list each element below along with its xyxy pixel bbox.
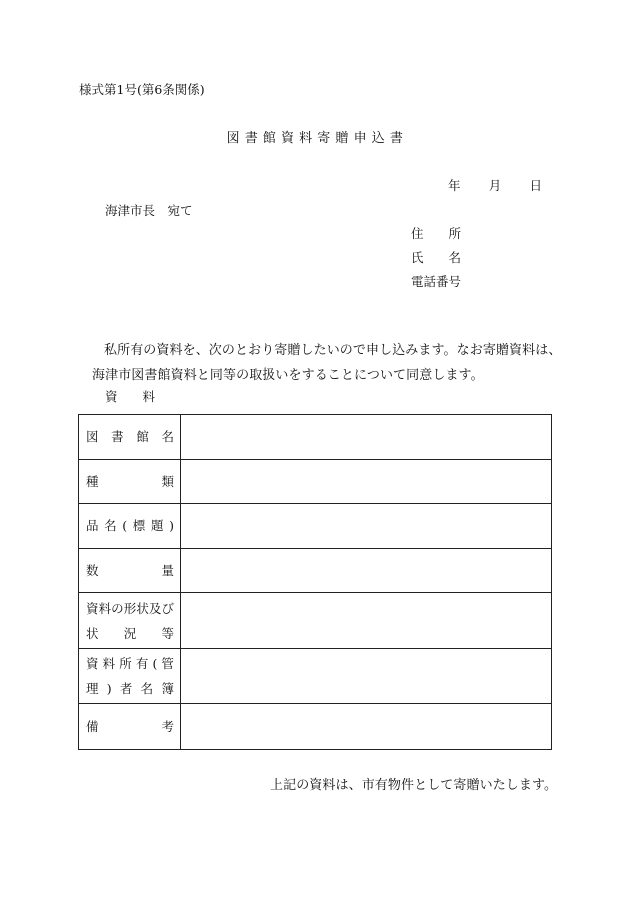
label-line (86, 469, 174, 495)
label-char: 料 (142, 389, 155, 404)
row-value-condition[interactable] (181, 593, 552, 649)
label-char: 住 (411, 226, 424, 241)
label-char: 状 (86, 625, 99, 641)
label-char: 種 (86, 473, 99, 489)
label-line (86, 596, 174, 621)
label-char: 名 (161, 429, 174, 444)
label-char: 量 (161, 562, 174, 578)
label-line (86, 424, 174, 450)
label-char: ( (122, 518, 128, 533)
table-row (79, 504, 552, 549)
date-line (448, 178, 542, 195)
applicant-address-row (411, 226, 461, 250)
label-char: 資 (86, 656, 99, 671)
label-char: ) (169, 518, 174, 533)
label-char: の (111, 600, 124, 616)
label-char: 者 (119, 681, 133, 696)
label-char: 類 (161, 473, 174, 489)
row-label-quantity (79, 549, 181, 593)
table-row (79, 460, 552, 504)
form-number: 様式第1号(第6条関係) (79, 82, 205, 97)
row-label-library-name (79, 415, 181, 460)
body-text-line-2: 海津市図書館資料と同等の取扱いをすることについて同意します。 (92, 368, 484, 383)
label-line (86, 714, 174, 740)
label-char: 料 (102, 656, 116, 671)
label-line (86, 651, 174, 676)
label-char: 標 (132, 518, 146, 533)
row-value-type[interactable] (181, 460, 552, 504)
label-char: 書 (111, 429, 124, 444)
row-label-condition (79, 593, 181, 649)
label-char: 有 (135, 656, 149, 671)
label-line (86, 676, 174, 701)
section-label (105, 389, 155, 406)
label-char: 名 (140, 681, 154, 696)
document-title: 図 書 館 資 料 寄 贈 申 込 書 (226, 131, 404, 146)
addressee: 海津市長 宛て (105, 203, 193, 218)
label-char: 品 (86, 518, 99, 533)
table-row (79, 549, 552, 593)
label-char: 資 (105, 389, 118, 404)
label-char: 管 (161, 656, 174, 671)
label-char: 名 (448, 250, 461, 265)
date-month-label: 月 (488, 178, 502, 193)
row-value-library-name[interactable] (181, 415, 552, 460)
row-label-type (79, 460, 181, 504)
date-day-label: 日 (529, 178, 542, 193)
label-char: 数 (86, 562, 99, 578)
label-char: 考 (161, 718, 174, 734)
label-char: 館 (136, 429, 149, 444)
label-char: 所 (448, 226, 461, 241)
label-char: び (161, 600, 174, 616)
label-char: 簿 (161, 681, 174, 696)
row-label-owner-registry (79, 649, 181, 704)
label-char: 況 (123, 625, 137, 641)
label-char: 氏 (411, 250, 424, 265)
label-line (86, 621, 174, 646)
applicant-name-row (411, 250, 461, 274)
table-row (79, 704, 552, 750)
label-line (86, 558, 174, 584)
table-row (79, 593, 552, 649)
row-value-item-title[interactable] (181, 504, 552, 549)
label-char: 名 (104, 518, 117, 533)
label-char: ( (152, 656, 158, 671)
row-label-item-title (79, 504, 181, 549)
table-row (79, 649, 552, 704)
label-char: 等 (161, 625, 174, 641)
applicant-block (411, 226, 461, 298)
label-char: 理 (86, 681, 99, 696)
phone-label: 電話番号 (411, 274, 462, 289)
label-char: ) (106, 681, 112, 696)
name-label (411, 250, 461, 267)
label-char: 備 (86, 718, 99, 734)
label-char: 題 (150, 518, 164, 533)
label-char: 所 (119, 656, 132, 671)
row-value-owner-registry[interactable] (181, 649, 552, 704)
footer-note: 上記の資料は、市有物件として寄贈いたします。 (270, 778, 558, 793)
applicant-phone-row (411, 274, 461, 298)
label-line (86, 513, 174, 539)
date-year-label: 年 (448, 178, 461, 193)
label-char: 及 (148, 600, 162, 616)
label-char: 状 (136, 600, 149, 616)
row-value-quantity[interactable] (181, 549, 552, 593)
table-row (79, 415, 552, 460)
row-value-remarks[interactable] (181, 704, 552, 750)
donation-items-table (78, 414, 552, 750)
label-char: 料 (98, 600, 112, 616)
label-char: 資 (86, 600, 99, 616)
label-char: 形 (123, 600, 137, 616)
label-char: 図 (86, 429, 99, 444)
row-label-remarks (79, 704, 181, 750)
address-label (411, 226, 461, 243)
body-text-line-1: 私所有の資料を、次のとおり寄贈したいので申し込みます。なお寄贈資料は、 (104, 343, 562, 358)
